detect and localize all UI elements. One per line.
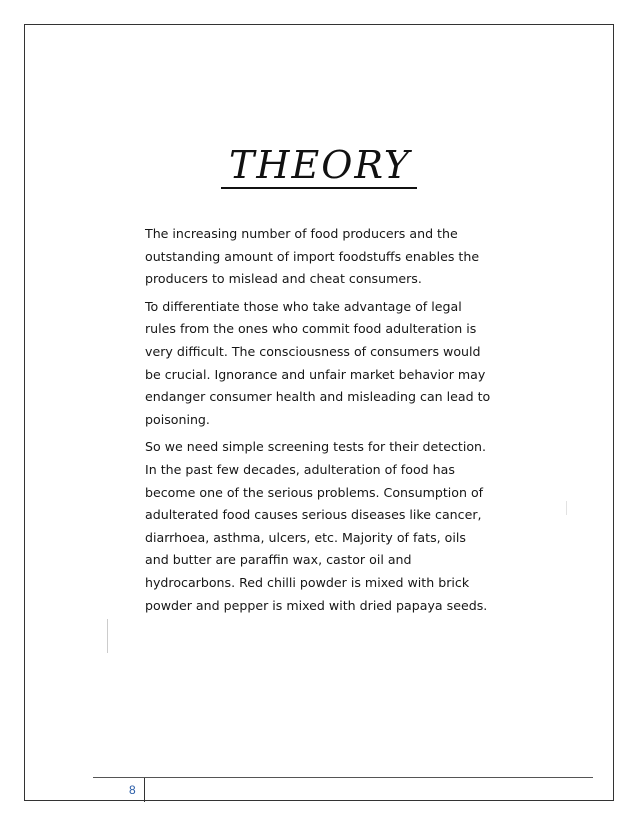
paragraph-2 [145, 296, 575, 432]
text-line: poisoning. [145, 411, 210, 427]
page-frame [24, 24, 614, 801]
text-line: rules from the ones who commit food adulteration is [145, 321, 477, 337]
page-number-separator [144, 778, 145, 802]
page-title: THEORY [25, 143, 613, 187]
text-line: In the past few decades, adulteration of food has [145, 461, 455, 477]
scan-artifact [107, 619, 108, 653]
footer-divider [93, 777, 593, 778]
scan-artifact [566, 501, 567, 515]
text-line: very difficult. The consciousness of consumers would [145, 343, 481, 359]
page-number: 8 [129, 783, 136, 797]
paragraph-3 [145, 436, 575, 617]
text-line: hydrocarbons. Red chilli powder is mixed with brick [145, 574, 470, 590]
text-line: So we need simple screening tests for their detection. [145, 439, 487, 455]
text-line: outstanding amount of import foodstuffs enables the [145, 248, 480, 264]
text-line: The increasing number of food producers and the [145, 226, 458, 241]
text-line: adulterated food causes serious diseases like cancer, [145, 507, 482, 523]
text-line: and butter are paraffin wax, castor oil and [145, 552, 412, 568]
text-line: endanger consumer health and misleading can lead to [145, 389, 491, 405]
text-line: diarrhoea, asthma, ulcers, etc. Majority of fats, oils [145, 529, 466, 545]
text-line: be crucial. Ignorance and unfair market behavior may [145, 366, 486, 382]
text-line: To differentiate those who take advantage of legal [145, 298, 462, 314]
body-text [145, 223, 575, 622]
text-line: become one of the serious problems. Consumption of [145, 484, 484, 500]
text-line: producers to mislead and cheat consumers. [145, 271, 422, 287]
text-line: powder and pepper is mixed with dried papaya seeds. [145, 597, 488, 613]
paragraph-1 [145, 223, 575, 291]
